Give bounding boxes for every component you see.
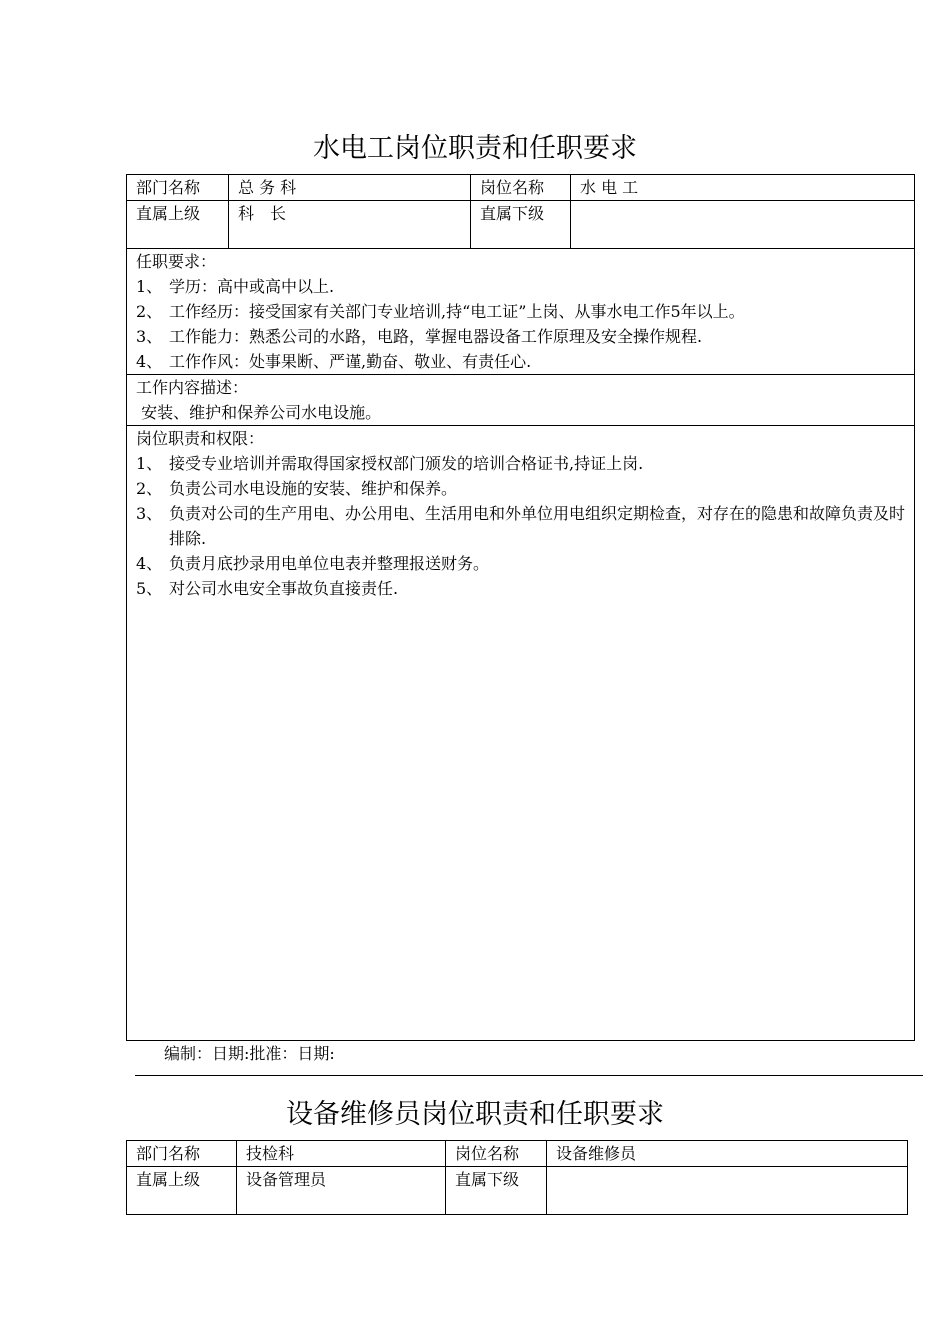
dept-label: 部门名称 xyxy=(127,1141,237,1167)
post-value: 水 电 工 xyxy=(571,175,915,201)
requirement-item: 1、 学历：高中或高中以上. xyxy=(136,277,335,296)
dept-value: 技检科 xyxy=(237,1141,446,1167)
job-table xyxy=(126,174,915,1041)
duties-heading: 岗位职责和权限： xyxy=(136,429,265,448)
superior-label: 直属上级 xyxy=(127,1167,237,1215)
subordinate-label: 直属下级 xyxy=(471,201,571,249)
requirement-item: 3、 工作能力：熟悉公司的水路，电路，掌握电器设备工作原理及安全操作规程. xyxy=(136,327,703,346)
dept-value: 总 务 科 xyxy=(229,175,471,201)
dept-label: 部门名称 xyxy=(127,175,229,201)
description-text: 安装、维护和保养公司水电设施。 xyxy=(136,403,382,422)
document-title-2: 设备维修员岗位职责和任职要求 xyxy=(286,1099,664,1130)
duty-item: 3、 负责对公司的生产用电、办公用电、生活用电和外单位用电组织定期检查，对存在的隐患和故障负责及时排除. xyxy=(136,504,906,548)
duty-item: 2、 负责公司水电设施的安装、维护和保养。 xyxy=(136,479,458,498)
post-value: 设备维修员 xyxy=(547,1141,908,1167)
requirements-heading: 任职要求： xyxy=(136,252,217,271)
requirements-section xyxy=(127,249,915,375)
requirement-item: 4、 工作作风：处事果断、严谨,勤奋、敬业、有责任心. xyxy=(136,352,532,371)
duty-item: 1、 接受专业培训并需取得国家授权部门颁发的培训合格证书,持证上岗. xyxy=(136,454,644,473)
duties-section xyxy=(127,426,915,1041)
superior-value: 科 长 xyxy=(229,201,471,249)
requirement-item: 2、 工作经历：接受国家有关部门专业培训,持“电工证”上岗、从事水电工作5年以上。 xyxy=(136,302,745,321)
superior-label: 直属上级 xyxy=(127,201,229,249)
superior-value: 设备管理员 xyxy=(237,1167,446,1215)
subordinate-value xyxy=(547,1167,908,1215)
description-heading: 工作内容描述： xyxy=(136,378,249,397)
description-section xyxy=(127,375,915,426)
subordinate-value xyxy=(571,201,915,249)
signoff-footer: 编制：日期:批准：日期: xyxy=(164,1044,335,1063)
duty-item: 5、 对公司水电安全事故负直接责任. xyxy=(136,579,399,598)
document-title: 水电工岗位职责和任职要求 xyxy=(313,133,637,164)
post-label: 岗位名称 xyxy=(471,175,571,201)
duty-item: 4、 负责月底抄录用电单位电表并整理报送财务。 xyxy=(136,554,490,573)
divider-line xyxy=(135,1075,923,1076)
job-table-2 xyxy=(126,1140,908,1215)
subordinate-label: 直属下级 xyxy=(446,1167,547,1215)
post-label: 岗位名称 xyxy=(446,1141,547,1167)
